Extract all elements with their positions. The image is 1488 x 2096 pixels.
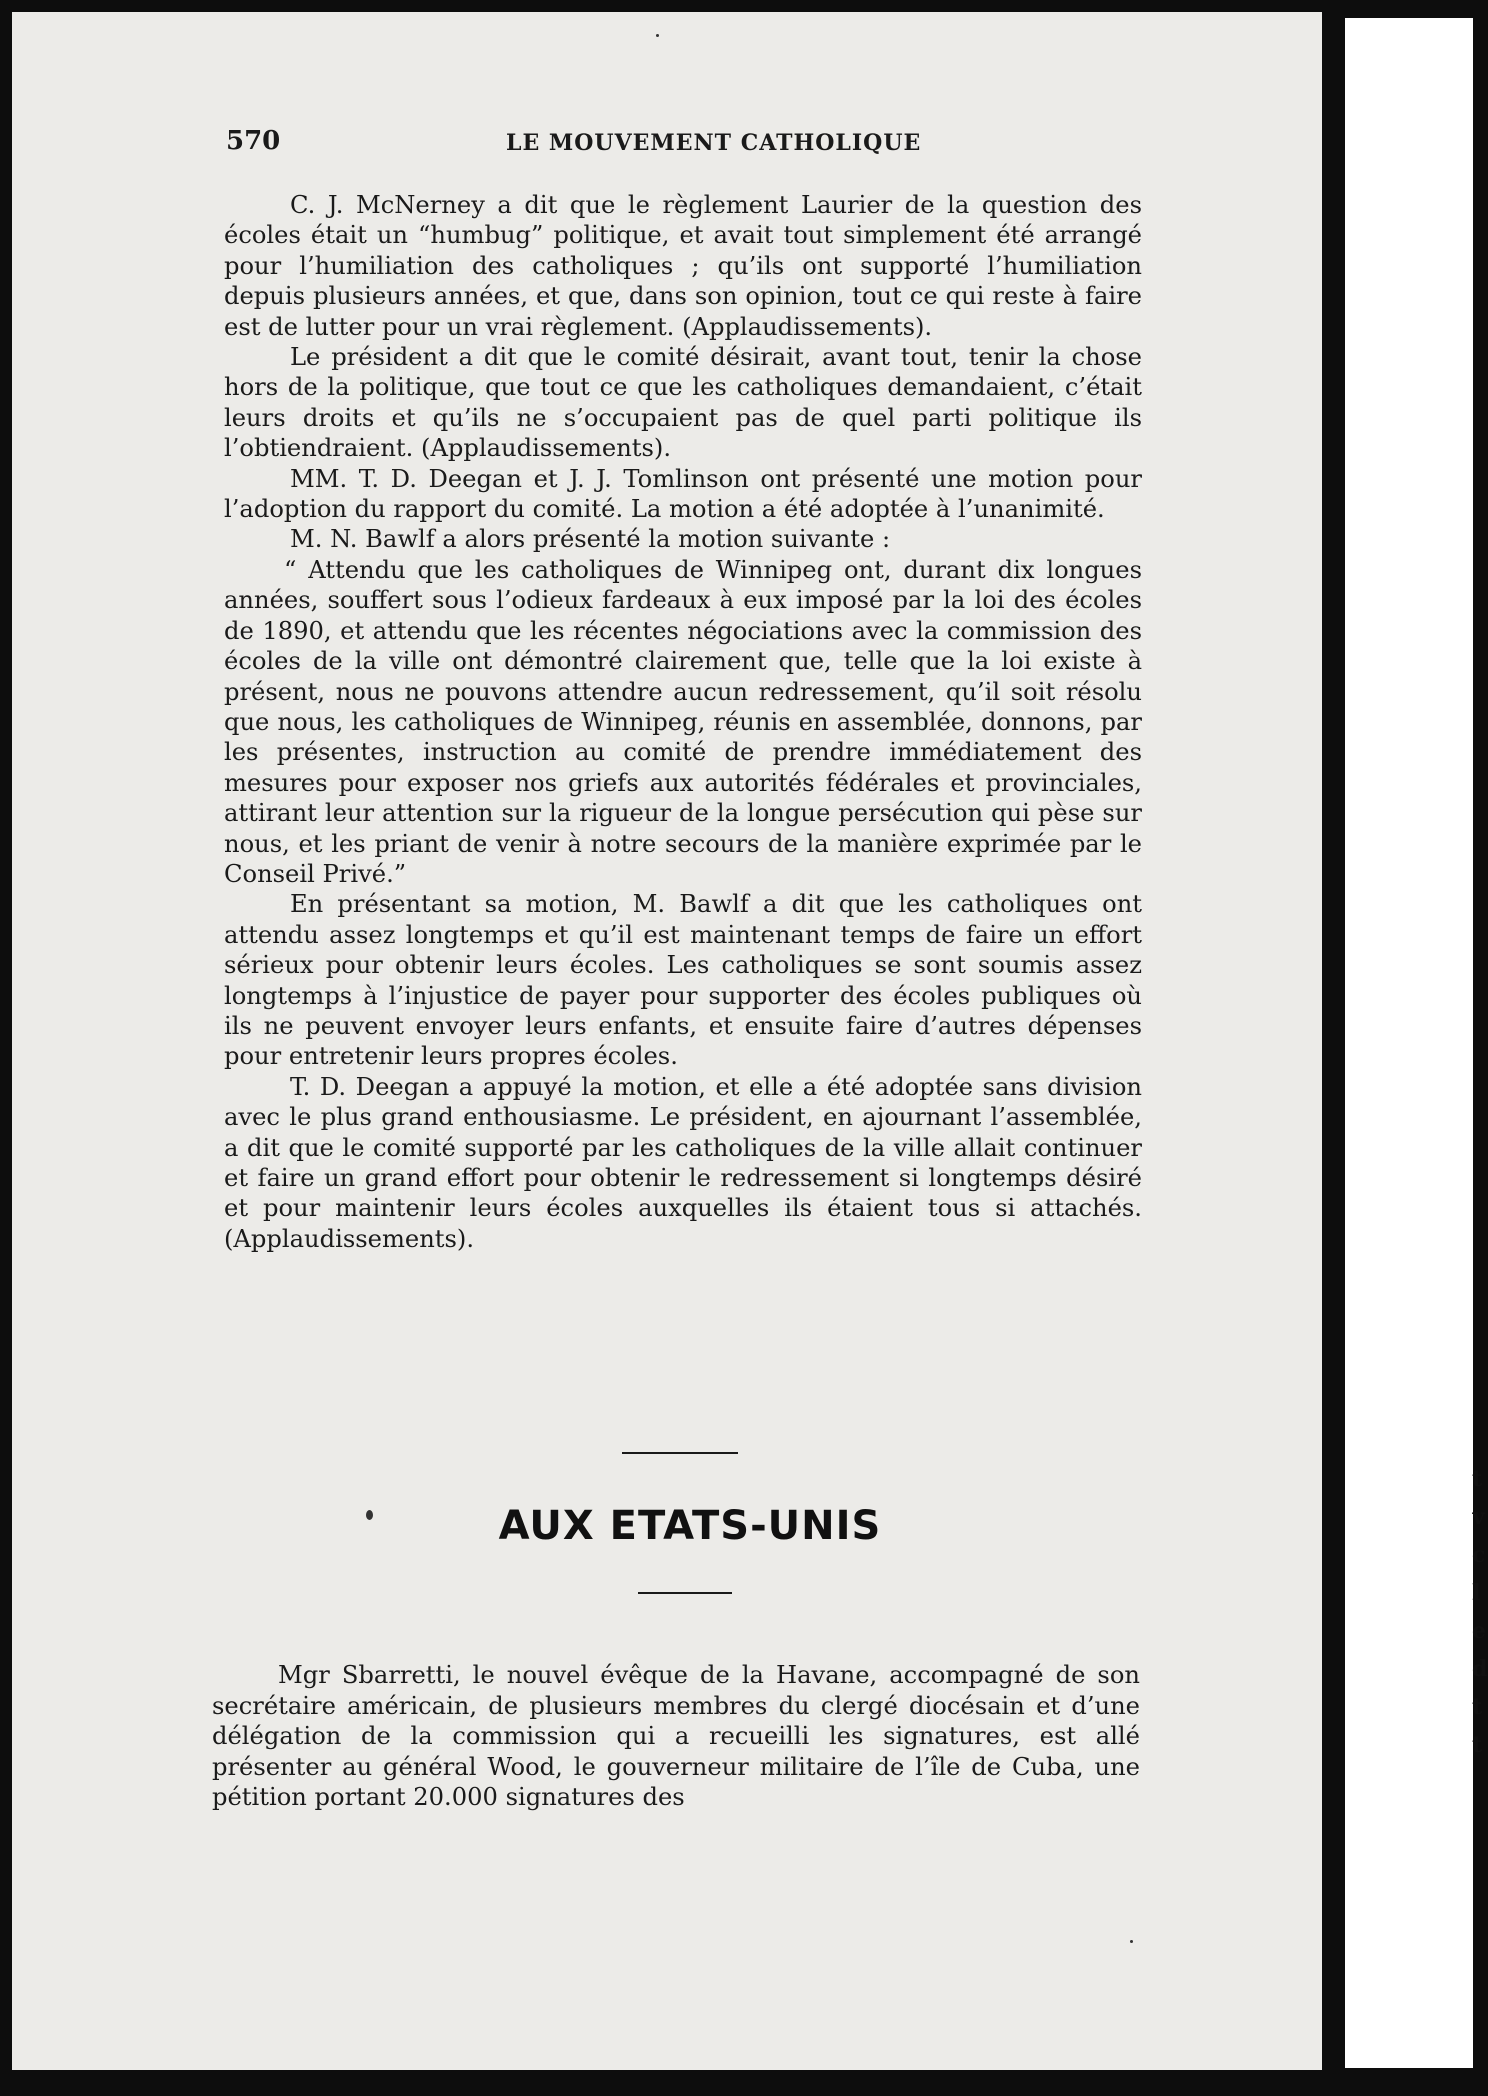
scan-speck xyxy=(366,1510,373,1520)
paragraph: MM. T. D. Deegan et J. J. Tomlinson ont présenté une motion pour l’adoption du rapport du comité. La motion a été adoptée à l’unanimité. xyxy=(224,464,1142,524)
section-rule-top xyxy=(622,1452,738,1454)
paragraph: C. J. McNerney a dit que le règlement Laurier de la question des écoles était un “humbug” politique, et avait tout simplement été arrangé pour l’humiliation des catholiques ; qu’ils ont supporté l’humiliation depuis plusieurs années, et que, dans son opinion, tout ce qui reste à faire est de lutter pour un vrai règlement. (Applaudissements). xyxy=(224,191,1142,341)
scan-speck xyxy=(656,34,659,37)
paragraph: M. N. Bawlf a alors présenté la motion suivante : xyxy=(290,525,891,554)
scan-border-top xyxy=(0,0,1488,12)
section-body xyxy=(212,1660,1140,1813)
paragraph: T. D. Deegan a appuyé la motion, et elle a été adoptée sans division avec le plus grand enthousiasme. Le président, en ajournant l’assemblée, a dit que le comité supporté par les catholiques de la ville allait continuer et faire un grand effort pour obtenir le redressement si longtemps désiré et pour maintenir leurs écoles auxquelles ils étaient tous si attachés. (Applaudissements). xyxy=(224,1072,1142,1253)
running-head: LE MOUVEMENT CATHOLIQUE xyxy=(506,130,922,156)
section-heading: AUX ETATS-UNIS xyxy=(498,1503,882,1549)
section-rule-bottom xyxy=(638,1592,732,1594)
adjacent-page-fragment: t v c l e d t t xyxy=(1472,1466,1488,1758)
page-number: 570 xyxy=(226,126,281,156)
scan-border-bottom xyxy=(0,2070,1330,2096)
scan-speck xyxy=(1130,1940,1133,1943)
adjacent-page-strip xyxy=(1345,18,1473,2068)
motion-quote: “ Attendu que les catholiques de Winnipeg ont, durant dix longues années, souffert sous l’odieux fardeaux à eux imposé par la loi des écoles de 1890, et attendu que les récentes négociations avec la commission des écoles de la ville ont démontré clairement que, telle que la loi existe à présent, nous ne pouvons attendre aucun redressement, qu’il soit résolu que nous, les catholiques de Winnipeg, réunis en assemblée, donnons, par les présentes, instruction au comité de prendre immédiatement des mesures pour exposer nos griefs aux autorités fédérales et provinciales, attirant leur attention sur la rigueur de la longue persécution qui pèse sur nous, et les priant de venir à notre secours de la manière exprimée par le Conseil Privé.” xyxy=(224,555,1142,888)
scan-border-left xyxy=(0,0,12,2096)
paragraph: En présentant sa motion, M. Bawlf a dit que les catholiques ont attendu assez longtemps et qu’il est maintenant temps de faire un effort sérieux pour obtenir leurs écoles. Les catholiques se sont soumis assez longtemps à l’injustice de payer pour supporter des écoles publiques où ils ne peuvent envoyer leurs enfants, et ensuite faire d’autres dépenses pour entretenir leurs propres écoles. xyxy=(224,890,1142,1071)
article-body xyxy=(224,190,1142,1254)
paragraph: Mgr Sbarretti, le nouvel évêque de la Havane, accompagné de son secrétaire américain, de plusieurs membres du clergé diocésain et d’une délégation de la commission qui a recueilli les signatures, est allé présenter au général Wood, le gouverneur militaire de l’île de Cuba, une pétition portant 20.000 signatures des xyxy=(212,1661,1140,1812)
page-header xyxy=(226,126,1146,162)
paragraph: Le président a dit que le comité désirait, avant tout, tenir la chose hors de la politique, que tout ce que les catholiques demandaient, c’était leurs droits et qu’ils ne s’occupaient pas de quel parti politique ils l’obtiendraient. (Applaudissements). xyxy=(224,343,1142,463)
